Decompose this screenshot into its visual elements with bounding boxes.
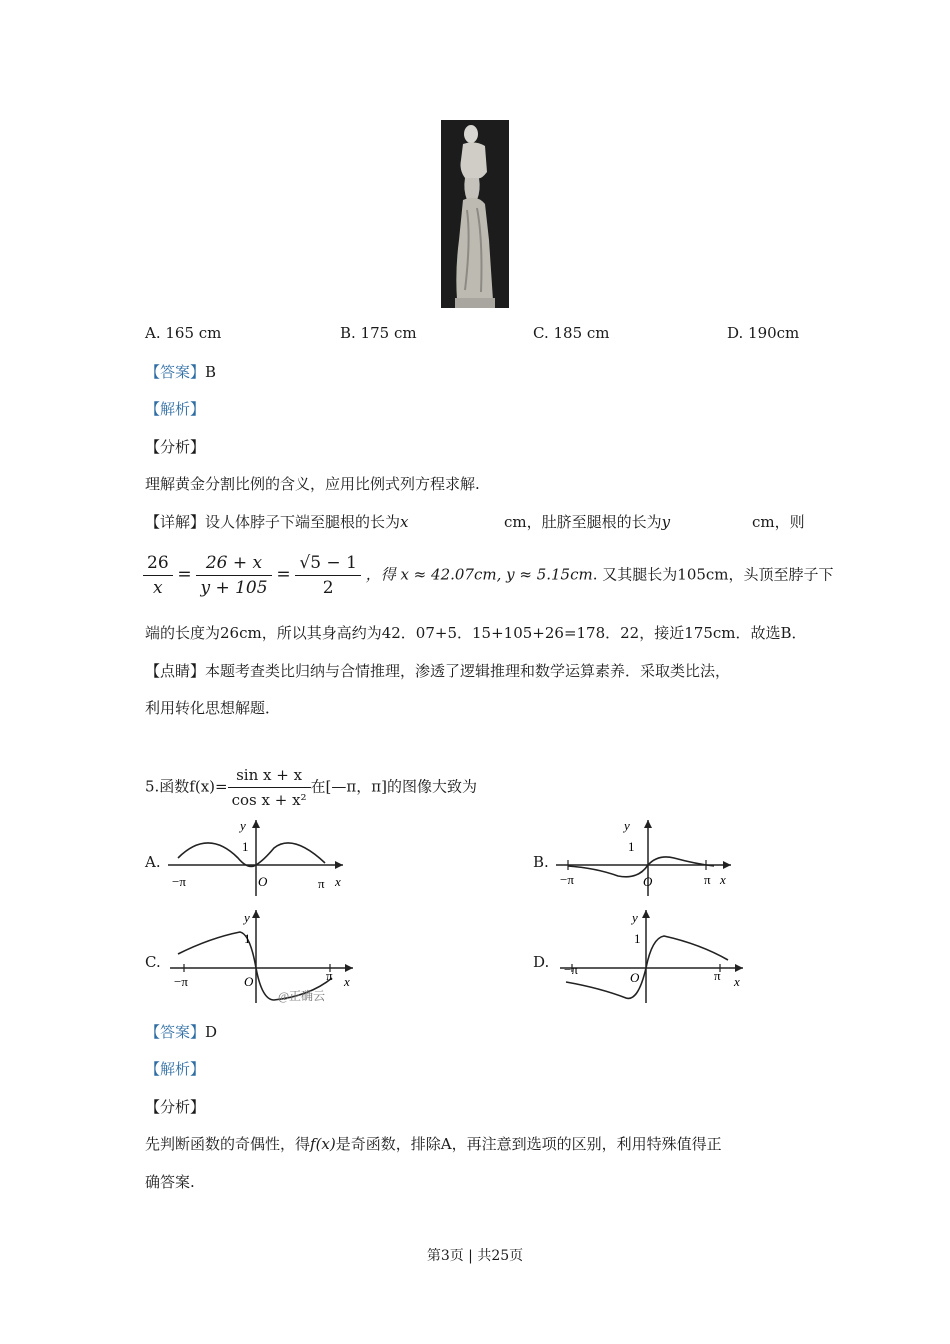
svg-text:π: π — [714, 968, 721, 983]
svg-text:π: π — [318, 876, 325, 891]
q5-answer — [145, 1021, 217, 1042]
svg-text:π: π — [704, 872, 711, 887]
detail-tag: 【详解】 — [145, 513, 206, 531]
detail-line-3: 端的长度为26cm，所以其身高约为42．07+5．15+105+26=178．22，接近175cm．故选B． — [145, 624, 807, 642]
dianjing-tag: 【点睛】 — [145, 662, 206, 680]
fraction-1: $\frac{26}{x}$ — [143, 551, 173, 600]
fraction-3: $\frac{√5 - 1}{2}$ — [295, 551, 361, 600]
q5-answer-tag: 【答案】 — [145, 1023, 206, 1041]
svg-text:−π: −π — [172, 874, 186, 889]
graph-option-b-label: B. — [533, 853, 549, 871]
svg-text:x: x — [720, 872, 726, 887]
detail-text-1b: cm，肚脐至腿根的长为 — [504, 513, 662, 531]
option-c: C. 185 cm — [533, 324, 610, 342]
option-b: B. 175 cm — [340, 324, 417, 342]
detail-text-1c: cm，则 — [752, 513, 805, 531]
graph-option-d-label: D. — [533, 953, 550, 971]
svg-text:−π: −π — [560, 872, 574, 887]
svg-text:y: y — [632, 910, 638, 925]
q5-stem — [145, 763, 477, 812]
fenxi-text: 理解黄金分割比例的含义，应用比例式列方程求解. — [145, 475, 480, 493]
svg-text:π: π — [326, 968, 333, 983]
svg-text:O: O — [258, 874, 268, 889]
svg-text:y: y — [624, 818, 630, 833]
q5-fenxi-line-2: 确答案. — [145, 1173, 195, 1191]
graph-b — [556, 818, 736, 902]
q5-fenxi-tag: 【分析】 — [145, 1098, 206, 1116]
watermark: @正确云 — [278, 989, 326, 1003]
svg-text:y: y — [240, 818, 246, 833]
q5-prefix: 5.函数f(x)= — [145, 777, 228, 796]
var-y: y — [661, 513, 671, 531]
q5-fenxi-1b: 是奇函数，排除A，再注意到选项的区别，利用特殊值得正 — [335, 1135, 722, 1153]
svg-text:x: x — [344, 974, 350, 989]
q4-answer — [145, 361, 216, 382]
svg-text:1: 1 — [244, 931, 251, 946]
equation-result: ，得 x ≈ 42.07cm, y ≈ 5.15cm — [365, 565, 593, 584]
svg-text:O: O — [244, 974, 254, 989]
svg-text:−π: −π — [174, 974, 188, 989]
svg-text:1: 1 — [242, 839, 249, 854]
graph-c — [170, 908, 360, 1012]
graph-option-a-label: A. — [145, 853, 161, 871]
detail-text-1a: 设人体脖子下端至腿根的长为 — [205, 513, 401, 531]
venus-statue-image — [441, 120, 509, 308]
graph-d — [560, 908, 750, 1012]
svg-text:−π: −π — [564, 962, 578, 977]
svg-text:y: y — [244, 910, 250, 925]
svg-text:x: x — [734, 974, 740, 989]
var-x: x — [400, 513, 409, 531]
detail-line-1b — [504, 511, 670, 532]
option-d: D. 190cm — [727, 324, 800, 342]
analysis-tag: 【解析】 — [145, 400, 206, 418]
svg-text:O: O — [630, 970, 640, 985]
page-footer: 第3页 | 共25页 — [426, 1248, 524, 1264]
detail-text-2: . 又其腿长为105cm，头顶至脖子下 — [592, 565, 834, 584]
fenxi-tag: 【分析】 — [145, 438, 206, 456]
option-a: A. 165 cm — [145, 324, 222, 342]
fraction-2: $\frac{26 + x}{y + 105}$ — [196, 551, 271, 600]
detail-line-1 — [145, 511, 409, 532]
q5-suffix: 在[—π，π]的图像大致为 — [310, 777, 477, 796]
dianjing-line-1 — [145, 660, 730, 681]
svg-text:O: O — [643, 874, 653, 889]
svg-text:1: 1 — [628, 839, 635, 854]
dianjing-line-2: 利用转化思想解题． — [145, 699, 281, 717]
svg-text:1: 1 — [634, 931, 641, 946]
svg-text:x: x — [335, 874, 341, 889]
q5-fx: f(x) — [310, 1135, 336, 1153]
q5-fenxi-1a: 先判断函数的奇偶性，得 — [145, 1135, 311, 1153]
equation-line: $\frac{26}{x}$ = $\frac{26 + x}{y + 105}$ = $\frac{√5 - 1}{2}$ ，得 x ≈ 42.07cm, y ≈ 5.15cm. 又其腿长为105cm，头顶至脖子下 — [143, 551, 834, 600]
graph-a — [168, 818, 348, 902]
q5-analysis-tag: 【解析】 — [145, 1060, 206, 1078]
q5-fraction: $\frac{\text{sin x + x}}{\text{cos x + x²}}$ — [228, 763, 311, 812]
answer-tag: 【答案】 — [145, 363, 206, 381]
q5-fenxi-line-1 — [145, 1133, 722, 1154]
dianjing-text-1: 本题考查类比归纳与合情推理，渗透了逻辑推理和数学运算素养．采取类比法， — [205, 662, 731, 680]
graph-option-c-label: C. — [145, 953, 161, 971]
q5-answer-value: D — [205, 1023, 218, 1041]
answer-value: B — [205, 363, 217, 381]
